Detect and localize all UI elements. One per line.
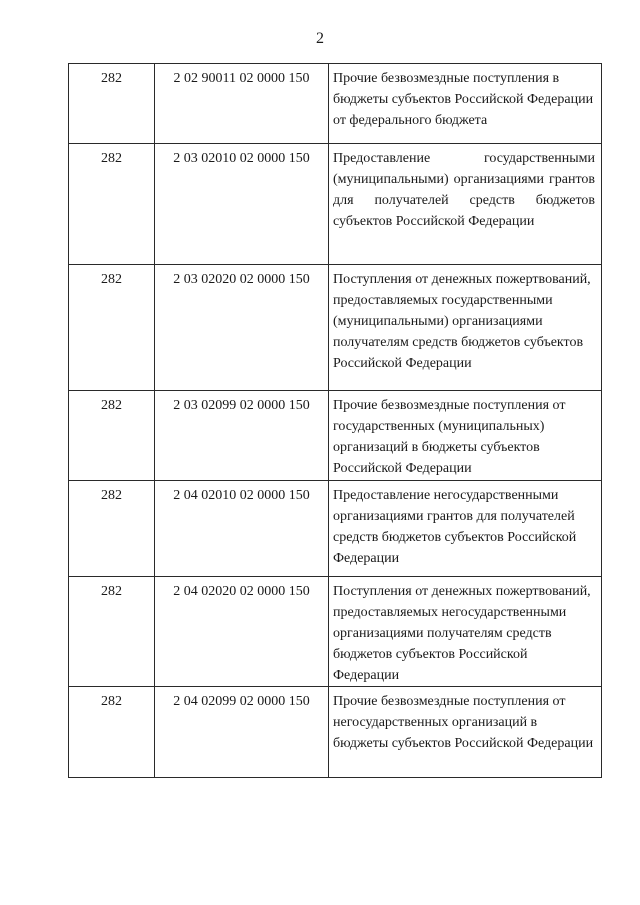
table-row bbox=[69, 265, 602, 391]
revenue-code-cell: 2 03 02020 02 0000 150 bbox=[155, 265, 329, 391]
revenue-name-cell: Предоставление государственными (муниципальными) организациями грантов для получателей средств бюджетов субъектов Российской Федерации bbox=[329, 144, 602, 265]
table-row bbox=[69, 481, 602, 577]
revenue-code-cell: 2 02 90011 02 0000 150 bbox=[155, 64, 329, 144]
revenue-name-cell: Поступления от денежных пожертвований, предоставляемых государственными (муниципальными) организациями получателям средств бюджетов субъектов Российской Федерации bbox=[329, 265, 602, 391]
admin-code-cell: 282 bbox=[69, 265, 155, 391]
revenue-name-cell: Поступления от денежных пожертвований, предоставляемых негосударственными организациями получателям средств бюджетов субъектов Российской Федерации bbox=[329, 577, 602, 687]
admin-code-cell: 282 bbox=[69, 144, 155, 265]
revenue-name-cell: Прочие безвозмездные поступления от негосударственных организаций в бюджеты субъектов Российской Федерации bbox=[329, 687, 602, 778]
revenue-code-cell: 2 03 02010 02 0000 150 bbox=[155, 144, 329, 265]
revenue-code-cell: 2 04 02099 02 0000 150 bbox=[155, 687, 329, 778]
table-row bbox=[69, 391, 602, 481]
admin-code-cell: 282 bbox=[69, 481, 155, 577]
table-row bbox=[69, 577, 602, 687]
revenue-code-cell: 2 04 02010 02 0000 150 bbox=[155, 481, 329, 577]
admin-code-cell: 282 bbox=[69, 391, 155, 481]
revenue-name-cell: Прочие безвозмездные поступления в бюджеты субъектов Российской Федерации от федерального бюджета bbox=[329, 64, 602, 144]
budget-revenue-table bbox=[68, 63, 602, 778]
table-row bbox=[69, 64, 602, 144]
table-row bbox=[69, 687, 602, 778]
admin-code-cell: 282 bbox=[69, 64, 155, 144]
page-number: 2 bbox=[316, 30, 324, 47]
table-row bbox=[69, 144, 602, 265]
revenue-name-cell: Предоставление негосударственными организациями грантов для получателей средств бюджетов субъектов Российской Федерации bbox=[329, 481, 602, 577]
admin-code-cell: 282 bbox=[69, 577, 155, 687]
revenue-name-cell: Прочие безвозмездные поступления от государственных (муниципальных) организаций в бюджеты субъектов Российской Федерации bbox=[329, 391, 602, 481]
revenue-code-cell: 2 04 02020 02 0000 150 bbox=[155, 577, 329, 687]
revenue-code-cell: 2 03 02099 02 0000 150 bbox=[155, 391, 329, 481]
admin-code-cell: 282 bbox=[69, 687, 155, 778]
